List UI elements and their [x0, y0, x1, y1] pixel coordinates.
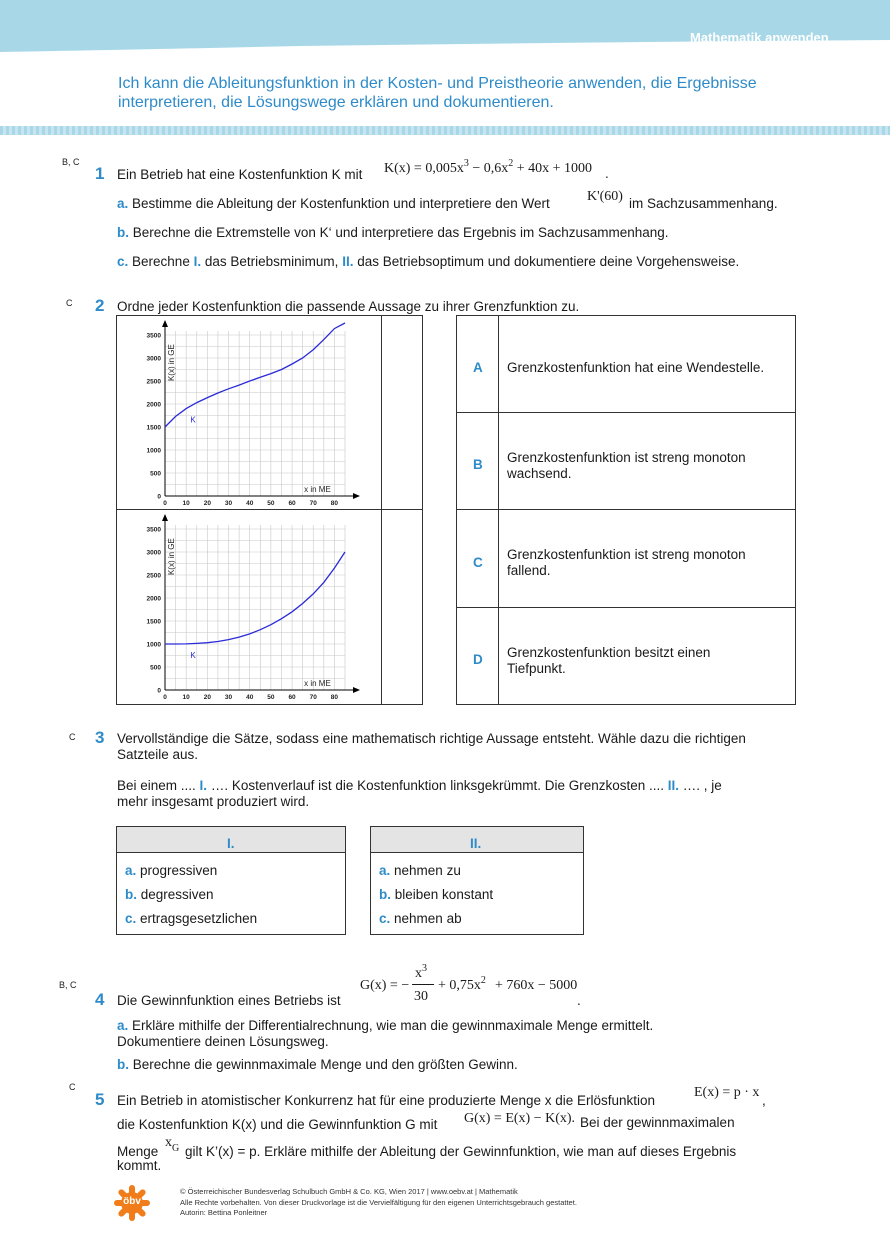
- footer-text: © Österreichischer Bundesverlag Schulbuch GmbH & Co. KG, Wien 2017 | www.oebv.at | Mathematik Alle Rechte vorbehalten. Von dieser Druckvorlage ist die Vervielfältigung für den eigenen Unterrichtsgebrauch gestattet. Autorin: Bettina Ponleitner: [180, 1187, 577, 1217]
- task4-text: Die Gewinnfunktion eines Betriebs ist: [117, 993, 341, 1008]
- divider-band: [0, 126, 890, 135]
- task5-line3b: gilt K’(x) = p. Erkläre mithilfe der Ableitung der Gewinnfunktion, wie man auf dieses Ergebnis: [185, 1144, 737, 1159]
- task5-line3a: Menge: [117, 1144, 159, 1159]
- y-tick-label: 2000: [146, 595, 161, 603]
- x-tick-label: 30: [224, 694, 233, 701]
- task1-category: B, C: [62, 157, 80, 167]
- x-tick-label: 30: [224, 500, 233, 506]
- option-letter: B: [473, 457, 483, 472]
- y-axis-label: K(x) in GE: [167, 538, 176, 576]
- x-tick-label: 0: [163, 694, 167, 701]
- task3-sentence: Bei einem .... I. …. Kostenverlauf ist die Kostenfunktion linksgekrümmt. Die Grenzkosten .... II. …. , je mehr insgesamt produziert wird.: [117, 778, 722, 809]
- choice-table-2-title: II.: [470, 836, 482, 851]
- y-tick-label: 0: [157, 493, 161, 501]
- x-tick-label: 80: [330, 694, 339, 701]
- x-tick-label: 40: [246, 694, 254, 701]
- x-tick-label: 20: [203, 500, 211, 506]
- x-tick-label: 50: [267, 500, 275, 506]
- publisher-logo-text: öbv: [123, 1196, 141, 1207]
- task2-number: 2: [95, 296, 105, 315]
- graph-table-vline: [381, 315, 382, 705]
- y-tick-label: 3000: [146, 549, 161, 557]
- task1-a: a. Bestimme die Ableitung der Kostenfunktion und interpretiere den Wert: [117, 196, 550, 211]
- y-axis-arrow: [162, 320, 168, 327]
- y-tick-label: 1500: [146, 618, 161, 626]
- task5-category: C: [69, 1082, 76, 1092]
- task3-instruction: Vervollständige die Sätze, sodass eine mathematisch richtige Aussage entsteht. Wähle dazu die richtigen Satzteile aus.: [117, 731, 746, 762]
- task4-profit-formula: G(x) = − $x^3$ 30 + $0,75x^2$ + 760x − 5000: [360, 963, 578, 1004]
- options-table-vline: [498, 315, 499, 705]
- curve-label: K: [190, 650, 196, 660]
- task5-line2a: die Kostenfunktion K(x) und die Gewinnfunktion G mit: [117, 1117, 438, 1132]
- y-tick-label: 3500: [146, 332, 161, 340]
- options-table-hline-2: [456, 509, 796, 510]
- x-tick-label: 10: [182, 500, 190, 506]
- task3-number: 3: [95, 728, 105, 747]
- x-tick-label: 80: [330, 500, 339, 506]
- task3-category: C: [69, 732, 76, 742]
- learning-goal: [118, 74, 757, 112]
- task5-xg: $x_G$: [165, 1135, 180, 1154]
- x-tick-label: 70: [309, 694, 317, 701]
- task4-a: a. Erkläre mithilfe der Differentialrechnung, wie man die gewinnmaximale Menge ermittelt. Dokumentiere deinen Lösungsweg.: [117, 1018, 654, 1049]
- task4-category: B, C: [59, 980, 77, 990]
- task5-line4: kommt.: [117, 1158, 162, 1173]
- x-tick-label: 60: [288, 500, 296, 506]
- y-tick-label: 500: [150, 664, 161, 672]
- task2-text: Ordne jeder Kostenfunktion die passende Aussage zu ihrer Grenzfunktion zu.: [117, 299, 580, 314]
- task5-line2b: Bei der gewinnmaximalen: [580, 1115, 735, 1130]
- x-tick-label: 50: [267, 694, 275, 701]
- cost-chart-1: [120, 318, 378, 506]
- task1-cost-formula: $K(x) = 0,005x^3 - 0,6x^2 + 40x + 1000$: [384, 158, 593, 176]
- task4-period: .: [577, 993, 581, 1008]
- task5-profit-formula: G(x) = E(x) − K(x).: [464, 1111, 576, 1126]
- choice-option[interactable]: b. degressiven: [125, 887, 214, 902]
- options-table-hline-3: [456, 607, 796, 608]
- option-letter: C: [473, 555, 483, 570]
- task1-b: b. Berechne die Extremstelle von K‘ und interpretiere das Ergebnis im Sachzusammenhang.: [117, 225, 669, 240]
- cost-curve: [165, 323, 345, 427]
- graph-table-hline: [116, 509, 423, 510]
- y-axis-arrow: [162, 514, 168, 521]
- y-tick-label: 3000: [146, 355, 161, 363]
- options-table-hline-1: [456, 412, 796, 413]
- choice-option[interactable]: a. nehmen zu: [379, 863, 461, 878]
- y-tick-label: 1000: [146, 447, 161, 455]
- choice-option[interactable]: c. ertragsgesetzlichen: [125, 911, 258, 926]
- task5-line1: Ein Betrieb in atomistischer Konkurrenz hat für eine produzierte Menge x die Erlösfunktion: [117, 1093, 656, 1108]
- task1-text: Ein Betrieb hat eine Kostenfunktion K mit: [117, 167, 363, 182]
- task5-number: 5: [95, 1090, 105, 1109]
- option-letter: A: [473, 360, 483, 375]
- choice-option[interactable]: c. nehmen ab: [379, 911, 462, 926]
- curve-label: K: [190, 415, 196, 425]
- y-tick-label: 2500: [146, 378, 161, 386]
- task1-period: .: [605, 166, 609, 181]
- y-axis-label: K(x) in GE: [167, 344, 176, 382]
- task5-comma: ,: [762, 1093, 766, 1108]
- y-tick-label: 1500: [146, 424, 161, 432]
- task1-c: c. Berechne I. das Betriebsminimum, II. das Betriebsoptimum und dokumentiere deine Vorgehensweise.: [117, 254, 740, 269]
- task1-number: 1: [95, 164, 105, 183]
- y-tick-label: 0: [157, 687, 161, 695]
- y-tick-label: 2500: [146, 572, 161, 580]
- task1-a-formula: K'(60): [587, 189, 623, 204]
- x-tick-label: 70: [309, 500, 317, 506]
- x-tick-label: 40: [246, 500, 254, 506]
- learning-goal-line2: interpretieren, die Lösungswege erklären und dokumentieren.: [118, 94, 554, 111]
- task2-category: C: [66, 298, 73, 308]
- option-text: Grenzkostenfunktion ist streng monoton fallend.: [507, 547, 746, 578]
- x-axis-label: x in ME: [304, 485, 331, 494]
- choice-table-1-title: I.: [227, 836, 235, 851]
- section-title: Mathematik anwenden: [690, 30, 829, 45]
- choice-option[interactable]: b. bleiben konstant: [379, 887, 494, 902]
- option-text: Grenzkostenfunktion besitzt einen Tiefpunkt.: [507, 645, 711, 676]
- task1-a-text2: im Sachzusammenhang.: [629, 196, 778, 211]
- option-text: Grenzkostenfunktion ist streng monoton wachsend.: [507, 450, 746, 481]
- y-tick-label: 2000: [146, 401, 161, 409]
- task4-b: b. Berechne die gewinnmaximale Menge und den größten Gewinn.: [117, 1057, 518, 1072]
- x-tick-label: 60: [288, 694, 296, 701]
- task5-revenue-formula: E(x) = p · x: [694, 1085, 760, 1100]
- learning-goal-line1: Ich kann die Ableitungsfunktion in der Kosten- und Preistheorie anwenden, die Ergebnisse: [118, 75, 757, 92]
- y-tick-label: 1000: [146, 641, 161, 649]
- publisher-logo: [114, 1185, 150, 1221]
- option-text: Grenzkostenfunktion hat eine Wendestelle.: [507, 360, 765, 375]
- option-letter: D: [473, 652, 483, 667]
- y-tick-label: 3500: [146, 526, 161, 534]
- cost-chart-2: [120, 512, 378, 702]
- x-tick-label: 10: [182, 694, 190, 701]
- x-tick-label: 0: [163, 500, 167, 506]
- choice-option[interactable]: a. progressiven: [125, 863, 218, 878]
- task4-number: 4: [95, 990, 105, 1009]
- x-tick-label: 20: [203, 694, 211, 701]
- x-axis-arrow: [353, 493, 360, 499]
- y-tick-label: 500: [150, 470, 161, 478]
- x-axis-arrow: [353, 687, 360, 693]
- x-axis-label: x in ME: [304, 679, 331, 688]
